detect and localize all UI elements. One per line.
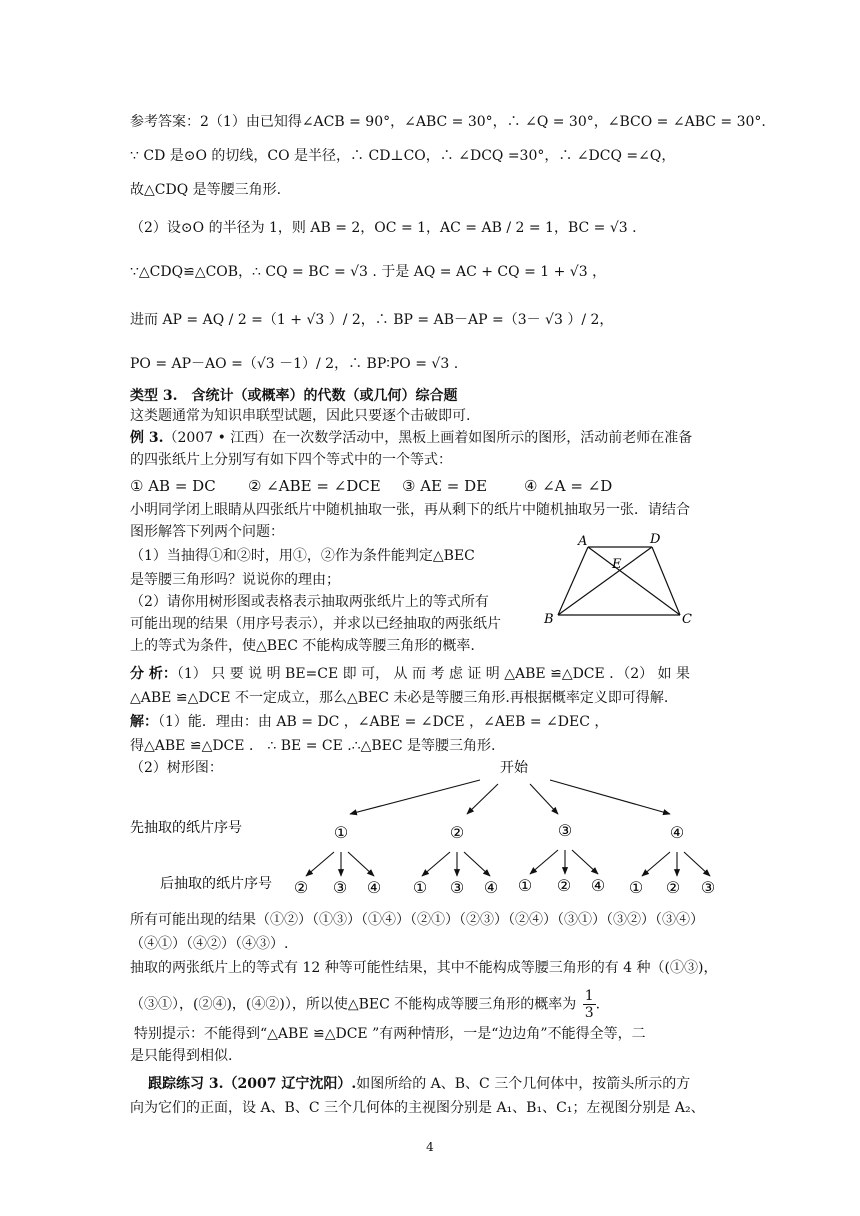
first-node-4: ④ [669,823,685,842]
fraction-denominator: 3 [584,1005,594,1021]
branch-1-1 [306,852,334,876]
second-node-3-1: ① [517,876,533,895]
example-line-2: 的四张纸片上分别写有如下四个等式中的一个等式： [130,452,452,468]
tree-root: 开始 [500,760,528,776]
vertex-b-label: B [544,612,554,627]
second-node-1-3: ④ [366,878,382,897]
branch-root-3 [530,784,558,814]
second-node-3-3: ④ [590,876,606,895]
equality-2: ② ∠ABE = ∠DCE [248,477,381,495]
geometry-figure [540,530,700,630]
example-line-4: 图形解答下列两个问题： [130,524,284,540]
results-line-4: （③①），(②④)，(④②)），所以使△BEC 不能构成等腰三角形的概率为 $\frac{1}{3}$ . [130,988,601,1021]
first-node-1: ① [333,823,349,842]
question-2-line-2: 可能出现的结果（用序号表示），并求以已经抽取的两张纸片 [130,616,501,632]
solution-label: 解： [130,714,158,730]
equality-4: ④ ∠A = ∠D [524,477,613,495]
answer-line-7: PO = AP－AO =（√3 －1）/ 2，∴ BP∶PO = √3 . [130,356,459,372]
example-line-3: 小明同学闭上眼睛从四张纸片中随机抽取一张，再从剩下的纸片中随机抽取另一张．请结合 [130,502,690,518]
second-node-4-3: ③ [700,878,716,897]
answer-line-6: 进而 AP = AQ / 2 =（1 + √3 ）/ 2，∴ BP = AB－AP =（3－ √3 ）/ 2， [130,312,614,328]
page-number: 4 [426,1140,434,1154]
question-2-line-1: （2）请你用树形图或表格表示抽取两张纸片上的等式所有 [130,594,489,610]
first-node-2: ② [449,823,465,842]
question-1-line-1: （1）当抽得①和②时，用①，②作为条件能判定△BEC [130,548,475,564]
branch-4-3 [684,852,710,876]
vertex-d-label: D [650,532,661,547]
second-draw-label: 后抽取的纸片序号 [160,876,272,892]
question-2-line-3: 上的等式为条件，使△BEC 不能构成等腰三角形的概率. [130,638,475,654]
results-line-2: （④①）（④②）（④③）. [130,936,289,952]
branch-root-1 [350,780,480,814]
example-line-1: 例 3.（2007 • 江西）在一次数学活动中，黑板上画着如图所示的图形，活动前老师在准备 [130,430,693,446]
analysis-line-1: 分 析：（1） 只 要 说 明 BE=CE 即 可， 从 而 考 虑 证 明 △ABE ≌△DCE ．（2） 如 果 [130,666,690,682]
second-node-2-2: ③ [449,878,465,897]
branch-root-4 [550,780,670,814]
results-line-1: 所有可能出现的结果（①②）（①③）（①④）（②①）（②③）（②④）（③①）（③②）（③④） [130,912,704,928]
answer-line-3: 故△CDQ 是等腰三角形. [130,182,282,198]
second-node-1-2: ③ [332,878,348,897]
first-draw-label: 先抽取的纸片序号 [130,820,242,836]
example-label: 例 3. [130,430,164,446]
solution-line-2: 得△ABE ≌△DCE ． ∴ BE = CE .∴△BEC 是等腰三角形. [130,738,496,754]
vertex-a-label: A [578,534,588,549]
probability-fraction [583,988,596,1021]
branch-3-3 [572,850,598,874]
second-node-4-2: ② [665,878,681,897]
second-node-2-1: ① [412,878,428,897]
point-e-label: E [612,557,622,572]
answer-line-1: 参考答案：2（1）由已知得∠ACB = 90°，∠ABC = 30°，∴ ∠Q = 30°，∠BCO = ∠ABC = 30°. [130,114,766,130]
fraction-numerator: 1 [584,988,594,1004]
answer-line-4: （2）设⊙O 的半径为 1，则 AB = 2，OC = 1，AC = AB / 2 = 1，BC = √3 . [130,220,637,236]
tree-diagram [0,750,860,910]
analysis-label: 分 析： [130,666,177,682]
tip-line-2: 是只能得到相似. [130,1048,233,1064]
second-node-3-2: ② [556,876,572,895]
vertex-c-label: C [682,612,692,627]
question-1-line-2: 是等腰三角形吗？说说你的理由； [130,572,340,588]
second-node-1-1: ② [293,878,309,897]
segment-bd [558,547,652,615]
equality-1: ① AB = DC [130,477,216,495]
practice-label: 跟踪练习 3.（2007 辽宁沈阳）. [148,1076,357,1092]
section-heading: 类型 3. 含统计（或概率）的代数（或几何）综合题 [130,388,458,404]
solution-line-1: 解：（1）能．理由：由 AB = DC ，∠ABE = ∠DCE ，∠AEB = ∠DEC ， [130,714,609,730]
branch-1-3 [348,852,374,876]
answer-line-2: ∵ CD 是⊙O 的切线，CO 是半径，∴ CD⊥CO，∴ ∠DCQ =30°，∴ ∠DCQ =∠Q， [130,148,676,164]
tip-line-1: 特别提示：不能得到“△ABE ≌△DCE ”有两种情形，一是“边边角”不能得全等，二 [134,1026,646,1042]
section-intro: 这类题通常为知识串联型试题，因此只要逐个击破即可. [130,408,471,424]
branch-2-1 [422,852,450,876]
branch-root-2 [467,784,498,814]
solution-line-3: （2）树形图： [130,760,223,776]
analysis-line-2: △ABE ≌△DCE 不一定成立，那么△BEC 未必是等腰三角形.再根据概率定义即可得解. [130,690,669,706]
branch-4-1 [642,852,670,876]
branch-3-1 [530,850,558,874]
second-node-4-1: ① [628,878,644,897]
second-node-2-3: ④ [483,878,499,897]
results-line-3: 抽取的两张纸片上的等式有 12 种等可能性结果，其中不能构成等腰三角形的有 4 种（(①③)， [130,960,718,976]
equality-3: ③ AE = DE [402,477,488,495]
branch-2-3 [464,852,490,876]
practice-line-2: 向为它们的正面，设 A、B、C 三个几何体的主视图分别是 A₁、B₁、C₁；左视图分别是 A₂、 [130,1100,705,1116]
practice-line-1: 跟踪练习 3.（2007 辽宁沈阳）.如图所给的 A、B、C 三个几何体中，按箭头所示的方 [148,1076,691,1092]
answer-line-5: ∵△CDQ≌△COB，∴ CQ = BC = √3 . 于是 AQ = AC + CQ = 1 + √3 ， [130,264,607,280]
first-node-3: ③ [557,821,573,840]
